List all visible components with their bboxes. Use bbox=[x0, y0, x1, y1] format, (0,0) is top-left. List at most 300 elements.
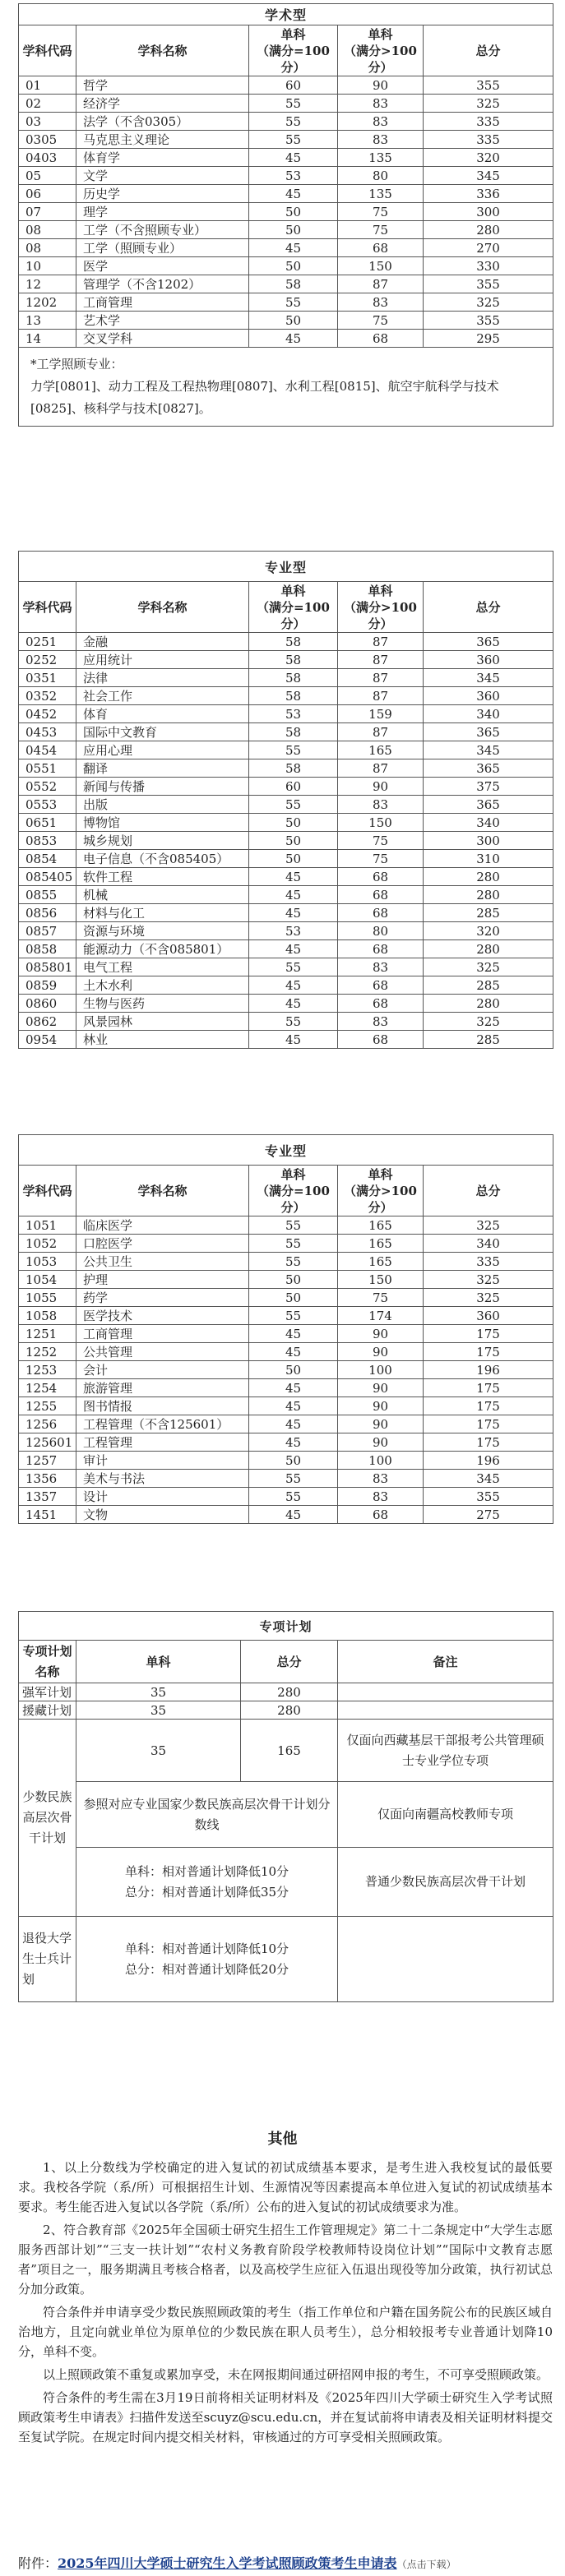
table-row bbox=[19, 759, 553, 778]
subject-name: 工商管理 bbox=[76, 293, 249, 312]
professional-table-1-title: 专业型 bbox=[19, 552, 553, 582]
single-score-100: 53 bbox=[249, 705, 338, 723]
other-paragraph-2: 2、符合教育部《2025年全国硕士研究生招生工作管理规定》第二十二条规定中“大学生志愿服务西部计划”“三支一扶计划”“农村义务教育阶段学校教师特设岗位计划”“国际中文教育志愿者”项目之一，服务期满且考核合格者，以及高校学生应征入伍退出现役等加分政策，执行初试总分加分政策。 bbox=[18, 2223, 553, 2297]
subject-code: 02 bbox=[19, 95, 76, 113]
single-score-100: 45 bbox=[249, 1506, 338, 1524]
total-score: 175 bbox=[424, 1415, 553, 1433]
subject-code: 0552 bbox=[19, 778, 76, 796]
subject-code: 1254 bbox=[19, 1379, 76, 1397]
single-score-over-100: 75 bbox=[338, 832, 424, 850]
table-row bbox=[19, 1470, 553, 1488]
single-score-over-100: 68 bbox=[338, 904, 424, 922]
subject-name: 金融 bbox=[76, 633, 249, 651]
single-score-100: 50 bbox=[249, 221, 338, 239]
single-score-over-100: 80 bbox=[338, 922, 424, 940]
table-row bbox=[19, 1452, 553, 1470]
subject-name: 国际中文教育 bbox=[76, 723, 249, 741]
header-code: 学科代码 bbox=[19, 582, 76, 633]
total-score: 325 bbox=[424, 1271, 553, 1289]
subject-name: 法学（不含0305） bbox=[76, 113, 249, 131]
subject-code: 1053 bbox=[19, 1253, 76, 1271]
header-single2: 单科 （满分>100分） bbox=[338, 1166, 424, 1216]
subject-code: 03 bbox=[19, 113, 76, 131]
single-score-100: 55 bbox=[249, 1488, 338, 1506]
subject-name: 交叉学科 bbox=[76, 330, 249, 348]
total-score: 375 bbox=[424, 778, 553, 796]
table-row bbox=[19, 113, 553, 131]
single-score-100: 58 bbox=[249, 687, 338, 705]
table-row bbox=[19, 814, 553, 832]
table-row bbox=[19, 221, 553, 239]
subject-code: 1252 bbox=[19, 1343, 76, 1361]
single-score-over-100: 87 bbox=[338, 687, 424, 705]
subject-name: 生物与医药 bbox=[76, 995, 249, 1013]
subject-code: 0857 bbox=[19, 922, 76, 940]
single-score-over-100: 83 bbox=[338, 113, 424, 131]
total-score: 275 bbox=[424, 1506, 553, 1524]
plan-name: 强军计划 bbox=[19, 1683, 76, 1701]
single-score-over-100: 75 bbox=[338, 221, 424, 239]
header-total: 总分 bbox=[241, 1641, 338, 1683]
total-score: 175 bbox=[424, 1325, 553, 1343]
subject-name: 美术与书法 bbox=[76, 1470, 249, 1488]
single-score-100: 58 bbox=[249, 651, 338, 669]
total-score: 325 bbox=[424, 1289, 553, 1307]
total-score: 325 bbox=[424, 1216, 553, 1235]
single-score-over-100: 87 bbox=[338, 669, 424, 687]
single-score-100: 45 bbox=[249, 1031, 338, 1049]
header-single2: 单科 （满分>100分） bbox=[338, 582, 424, 633]
subject-code: 1058 bbox=[19, 1307, 76, 1325]
single-score-over-100: 135 bbox=[338, 149, 424, 167]
subject-code: 1202 bbox=[19, 293, 76, 312]
header-name: 学科名称 bbox=[76, 1166, 249, 1216]
single-score-over-100: 83 bbox=[338, 1470, 424, 1488]
total-score: 360 bbox=[424, 651, 553, 669]
single-score-over-100: 90 bbox=[338, 778, 424, 796]
table-row bbox=[19, 1397, 553, 1415]
total-score: 300 bbox=[424, 832, 553, 850]
table-row bbox=[19, 1415, 553, 1433]
table-row bbox=[19, 651, 553, 669]
total-score: 345 bbox=[424, 167, 553, 185]
subject-code: 125601 bbox=[19, 1433, 76, 1452]
subject-name: 社会工作 bbox=[76, 687, 249, 705]
table-row bbox=[19, 131, 553, 149]
subject-code: 1357 bbox=[19, 1488, 76, 1506]
table-row bbox=[19, 1488, 553, 1506]
subject-code: 1257 bbox=[19, 1452, 76, 1470]
total-score: 355 bbox=[424, 76, 553, 95]
single-score-over-100: 165 bbox=[338, 741, 424, 759]
table-row bbox=[19, 1013, 553, 1031]
table-row bbox=[19, 1325, 553, 1343]
header-single1: 单科 （满分=100分） bbox=[249, 25, 338, 76]
single-score-over-100: 87 bbox=[338, 633, 424, 651]
subject-code: 13 bbox=[19, 312, 76, 330]
other-paragraph-1: 1、以上分数线为学校确定的进入复试的初试成绩基本要求，是考生进入我校复试的最低要求。我校各学院（系/所）可根据招生计划、生源情况等因素提高本单位进入复试的初试成绩基本要求。考生能否进入复试以各学院（系/所）公布的进入复试的初试成绩要求为准。 bbox=[18, 2160, 553, 2214]
total-score: 325 bbox=[424, 958, 553, 976]
single-score-over-100: 165 bbox=[338, 1235, 424, 1253]
single-score-100: 55 bbox=[249, 1253, 338, 1271]
professional-score-table-1 bbox=[18, 551, 553, 1049]
table-row bbox=[19, 257, 553, 275]
table-row bbox=[19, 868, 553, 886]
subject-code: 10 bbox=[19, 257, 76, 275]
subject-code: 1253 bbox=[19, 1361, 76, 1379]
other-section-body bbox=[18, 2158, 553, 2450]
total-score: 310 bbox=[424, 850, 553, 868]
single-score-100: 45 bbox=[249, 1325, 338, 1343]
table-row bbox=[19, 741, 553, 759]
total-score: 285 bbox=[424, 904, 553, 922]
subject-code: 06 bbox=[19, 185, 76, 203]
single-score-100: 45 bbox=[249, 886, 338, 904]
subject-name: 能源动力（不含085801） bbox=[76, 940, 249, 958]
engineering-note-title: *工学照顾专业： bbox=[30, 357, 123, 372]
subject-name: 艺术学 bbox=[76, 312, 249, 330]
attachment-prefix: 附件： bbox=[18, 2555, 58, 2571]
total-score: 280 bbox=[424, 221, 553, 239]
table-row bbox=[19, 922, 553, 940]
single-score-100: 60 bbox=[249, 76, 338, 95]
total-score: 280 bbox=[424, 940, 553, 958]
total-score: 365 bbox=[424, 723, 553, 741]
single-score-100: 45 bbox=[249, 1379, 338, 1397]
subject-name: 医学 bbox=[76, 257, 249, 275]
total-score: 196 bbox=[424, 1361, 553, 1379]
subject-name: 公共卫生 bbox=[76, 1253, 249, 1271]
subject-code: 0551 bbox=[19, 759, 76, 778]
subject-name: 会计 bbox=[76, 1361, 249, 1379]
single-score-over-100: 83 bbox=[338, 131, 424, 149]
subject-code: 0453 bbox=[19, 723, 76, 741]
subject-code: 1055 bbox=[19, 1289, 76, 1307]
single-score-100: 55 bbox=[249, 113, 338, 131]
subject-name: 出版 bbox=[76, 796, 249, 814]
single-score-100: 50 bbox=[249, 850, 338, 868]
other-paragraph-4: 以上照顾政策不重复或累加享受，未在网报期间通过研招网申报的考生，不可享受照顾政策。 bbox=[43, 2367, 549, 2382]
subject-code: 085801 bbox=[19, 958, 76, 976]
single-score-over-100: 80 bbox=[338, 167, 424, 185]
minority-total-score: 165 bbox=[241, 1720, 338, 1782]
single-score-over-100: 150 bbox=[338, 814, 424, 832]
veteran-single-reduction: 单科：相对普通计划降低10分 bbox=[124, 1941, 289, 1956]
minority-total-reduction: 总分：相对普通计划降低35分 bbox=[124, 1884, 289, 1900]
total-score: 300 bbox=[424, 203, 553, 221]
table-row bbox=[19, 1307, 553, 1325]
single-score-100: 50 bbox=[249, 203, 338, 221]
professional-score-table-2 bbox=[18, 1134, 553, 1524]
minority-remark-tibet: 仅面向西藏基层干部报考公共管理硕士专业学位专项 bbox=[338, 1720, 553, 1782]
subject-code: 14 bbox=[19, 330, 76, 348]
table-row bbox=[19, 1216, 553, 1235]
single-score-100: 55 bbox=[249, 958, 338, 976]
subject-code: 08 bbox=[19, 221, 76, 239]
single-score-over-100: 100 bbox=[338, 1452, 424, 1470]
table-row bbox=[19, 633, 553, 651]
single-score-100: 60 bbox=[249, 778, 338, 796]
subject-name: 历史学 bbox=[76, 185, 249, 203]
subject-code: 0954 bbox=[19, 1031, 76, 1049]
single-score-over-100: 87 bbox=[338, 275, 424, 293]
subject-name: 管理学（不含1202） bbox=[76, 275, 249, 293]
subject-name: 公共管理 bbox=[76, 1343, 249, 1361]
total-score: 365 bbox=[424, 759, 553, 778]
table-row bbox=[19, 239, 553, 257]
subject-code: 1251 bbox=[19, 1325, 76, 1343]
single-score-over-100: 75 bbox=[338, 850, 424, 868]
header-code: 学科代码 bbox=[19, 1166, 76, 1216]
subject-code: 0859 bbox=[19, 976, 76, 995]
total-score: 335 bbox=[424, 1253, 553, 1271]
table-row bbox=[19, 312, 553, 330]
subject-name: 工学（不含照顾专业） bbox=[76, 221, 249, 239]
table-row bbox=[19, 976, 553, 995]
single-score-over-100: 68 bbox=[338, 330, 424, 348]
single-score-100: 45 bbox=[249, 185, 338, 203]
table-row bbox=[19, 76, 553, 95]
single-score-100: 55 bbox=[249, 1216, 338, 1235]
table-row bbox=[19, 886, 553, 904]
subject-name: 理学 bbox=[76, 203, 249, 221]
table-row bbox=[19, 1271, 553, 1289]
single-score-over-100: 75 bbox=[338, 203, 424, 221]
subject-name: 应用统计 bbox=[76, 651, 249, 669]
subject-name: 博物馆 bbox=[76, 814, 249, 832]
single-score-over-100: 87 bbox=[338, 723, 424, 741]
total-score: 280 bbox=[424, 995, 553, 1013]
single-score-over-100: 174 bbox=[338, 1307, 424, 1325]
table-row bbox=[19, 796, 553, 814]
subject-code: 0855 bbox=[19, 886, 76, 904]
single-score-100: 45 bbox=[249, 1433, 338, 1452]
total-score: 175 bbox=[424, 1379, 553, 1397]
single-score-100: 45 bbox=[249, 1415, 338, 1433]
single-score-over-100: 83 bbox=[338, 95, 424, 113]
subject-code: 1052 bbox=[19, 1235, 76, 1253]
total-score: 325 bbox=[424, 293, 553, 312]
total-score: 345 bbox=[424, 669, 553, 687]
remark bbox=[338, 1683, 553, 1701]
subject-code: 0651 bbox=[19, 814, 76, 832]
minority-reference-text: 参照对应专业国家少数民族高层次骨干计划分数线 bbox=[76, 1782, 338, 1848]
table-row bbox=[19, 687, 553, 705]
single-score-over-100: 90 bbox=[338, 1433, 424, 1452]
header-total: 总分 bbox=[424, 1166, 553, 1216]
header-name: 学科名称 bbox=[76, 25, 249, 76]
special-plan-table bbox=[18, 1611, 553, 2002]
single-score-100: 45 bbox=[249, 904, 338, 922]
table-row bbox=[19, 1506, 553, 1524]
subject-name: 工商管理 bbox=[76, 1325, 249, 1343]
minority-reduction-text bbox=[76, 1848, 338, 1917]
subject-name: 药学 bbox=[76, 1289, 249, 1307]
single-score-100: 45 bbox=[249, 940, 338, 958]
table-row bbox=[19, 850, 553, 868]
single-score-100: 55 bbox=[249, 741, 338, 759]
single-score-over-100: 90 bbox=[338, 1325, 424, 1343]
table-row bbox=[19, 1289, 553, 1307]
single-score-100: 55 bbox=[249, 796, 338, 814]
total-score: 365 bbox=[424, 633, 553, 651]
single-score-over-100: 83 bbox=[338, 1013, 424, 1031]
total-score: 345 bbox=[424, 1470, 553, 1488]
subject-code: 1256 bbox=[19, 1415, 76, 1433]
single-score-100: 50 bbox=[249, 312, 338, 330]
header-single2: 单科 （满分>100分） bbox=[338, 25, 424, 76]
single-score-100: 45 bbox=[249, 1343, 338, 1361]
single-score-over-100: 68 bbox=[338, 995, 424, 1013]
table-row bbox=[19, 832, 553, 850]
total-score: 175 bbox=[424, 1343, 553, 1361]
subject-name: 文物 bbox=[76, 1506, 249, 1524]
subject-name: 材料与化工 bbox=[76, 904, 249, 922]
single-score-over-100: 83 bbox=[338, 796, 424, 814]
subject-code: 0856 bbox=[19, 904, 76, 922]
subject-name: 马克思主义理论 bbox=[76, 131, 249, 149]
single-score-over-100: 159 bbox=[338, 705, 424, 723]
subject-code: 0452 bbox=[19, 705, 76, 723]
single-score-100: 55 bbox=[249, 1307, 338, 1325]
single-score-100: 45 bbox=[249, 976, 338, 995]
single-score-100: 45 bbox=[249, 1397, 338, 1415]
attachment-line bbox=[18, 2555, 553, 2574]
single-score: 35 bbox=[76, 1683, 241, 1701]
single-score-100: 50 bbox=[249, 1361, 338, 1379]
professional-table-2-title: 专业型 bbox=[19, 1135, 553, 1166]
subject-code: 05 bbox=[19, 167, 76, 185]
total-score: 325 bbox=[424, 95, 553, 113]
subject-code: 0454 bbox=[19, 741, 76, 759]
total-score: 355 bbox=[424, 275, 553, 293]
subject-code: 12 bbox=[19, 275, 76, 293]
other-paragraph-3: 符合条件并申请享受少数民族照顾政策的考生（指工作单位和户籍在国务院公布的民族区域自治地方，且定向就业单位为原单位的少数民族在职人员考生），总分相较报考专业普通计划降10分，单科不变。 bbox=[18, 2305, 553, 2359]
subject-name: 电气工程 bbox=[76, 958, 249, 976]
table-row bbox=[19, 1031, 553, 1049]
single-score-over-100: 90 bbox=[338, 76, 424, 95]
subject-name: 哲学 bbox=[76, 76, 249, 95]
single-score-100: 45 bbox=[249, 995, 338, 1013]
engineering-note bbox=[19, 348, 553, 427]
single-score-over-100: 87 bbox=[338, 759, 424, 778]
subject-name: 风景园林 bbox=[76, 1013, 249, 1031]
subject-name: 图书情报 bbox=[76, 1397, 249, 1415]
table-row bbox=[19, 330, 553, 348]
subject-name: 新闻与传播 bbox=[76, 778, 249, 796]
subject-name: 土木水利 bbox=[76, 976, 249, 995]
single-score-over-100: 90 bbox=[338, 1415, 424, 1433]
subject-code: 0853 bbox=[19, 832, 76, 850]
total-score: 280 bbox=[241, 1701, 338, 1720]
subject-code: 0305 bbox=[19, 131, 76, 149]
table-row bbox=[19, 1361, 553, 1379]
total-score: 355 bbox=[424, 1488, 553, 1506]
veteran-total-reduction: 总分：相对普通计划降低20分 bbox=[124, 1961, 289, 1977]
single-score-100: 58 bbox=[249, 275, 338, 293]
subject-name: 医学技术 bbox=[76, 1307, 249, 1325]
subject-name: 资源与环境 bbox=[76, 922, 249, 940]
header-single1: 单科 （满分=100分） bbox=[249, 1166, 338, 1216]
single-score-100: 55 bbox=[249, 293, 338, 312]
table-row bbox=[19, 1253, 553, 1271]
single-score-100: 45 bbox=[249, 239, 338, 257]
subject-name: 临床医学 bbox=[76, 1216, 249, 1235]
subject-code: 0251 bbox=[19, 633, 76, 651]
table-row bbox=[19, 1379, 553, 1397]
special-plan-title: 专项计划 bbox=[19, 1612, 553, 1641]
table-row bbox=[19, 293, 553, 312]
single-score-over-100: 135 bbox=[338, 185, 424, 203]
table-row bbox=[19, 95, 553, 113]
minority-single-reduction: 单科：相对普通计划降低10分 bbox=[124, 1863, 289, 1879]
minority-remark-nanjiang: 仅面向南疆高校教师专项 bbox=[338, 1782, 553, 1848]
single-score-100: 55 bbox=[249, 95, 338, 113]
table-row bbox=[19, 669, 553, 687]
single-score-100: 55 bbox=[249, 131, 338, 149]
single-score-100: 58 bbox=[249, 633, 338, 651]
single-score-100: 58 bbox=[249, 669, 338, 687]
attachment-download-hint[interactable]: （点击下载） bbox=[396, 2559, 456, 2570]
subject-name: 工程管理（不含125601） bbox=[76, 1415, 249, 1433]
table-row bbox=[19, 995, 553, 1013]
total-score: 175 bbox=[424, 1397, 553, 1415]
engineering-note-body: 力学[0801]、动力工程及工程热物理[0807]、水利工程[0815]、航空宇航科学与技术[0825]、核科学与技术[0827]。 bbox=[30, 379, 499, 416]
total-score: 285 bbox=[424, 1031, 553, 1049]
total-score: 365 bbox=[424, 796, 553, 814]
header-total: 总分 bbox=[424, 25, 553, 76]
total-score: 280 bbox=[241, 1683, 338, 1701]
plan-name: 援藏计划 bbox=[19, 1701, 76, 1720]
table-row bbox=[19, 778, 553, 796]
attachment-download-link[interactable]: 2025年四川大学硕士研究生入学考试照顾政策考生申请表 bbox=[58, 2555, 397, 2571]
single-score-100: 55 bbox=[249, 1470, 338, 1488]
single-score-over-100: 68 bbox=[338, 868, 424, 886]
veteran-plan-label: 退役大学生士兵计划 bbox=[19, 1917, 76, 2002]
subject-name: 口腔医学 bbox=[76, 1235, 249, 1253]
minority-single-score: 35 bbox=[76, 1720, 241, 1782]
total-score: 196 bbox=[424, 1452, 553, 1470]
single-score-over-100: 68 bbox=[338, 1506, 424, 1524]
subject-code: 1051 bbox=[19, 1216, 76, 1235]
subject-name: 机械 bbox=[76, 886, 249, 904]
single-score-over-100: 165 bbox=[338, 1216, 424, 1235]
header-name: 学科名称 bbox=[76, 582, 249, 633]
subject-code: 07 bbox=[19, 203, 76, 221]
minority-remark-general: 普通少数民族高层次骨干计划 bbox=[338, 1848, 553, 1917]
single-score: 35 bbox=[76, 1701, 241, 1720]
total-score: 280 bbox=[424, 886, 553, 904]
total-score: 320 bbox=[424, 922, 553, 940]
subject-code: 0860 bbox=[19, 995, 76, 1013]
single-score-100: 50 bbox=[249, 1271, 338, 1289]
single-score-over-100: 68 bbox=[338, 886, 424, 904]
table-row bbox=[19, 167, 553, 185]
single-score-over-100: 68 bbox=[338, 940, 424, 958]
total-score: 336 bbox=[424, 185, 553, 203]
header-total: 总分 bbox=[424, 582, 553, 633]
header-plan: 专项计划名称 bbox=[19, 1641, 76, 1683]
subject-code: 0858 bbox=[19, 940, 76, 958]
total-score: 335 bbox=[424, 113, 553, 131]
total-score: 335 bbox=[424, 131, 553, 149]
table-row bbox=[19, 723, 553, 741]
table-row bbox=[19, 1343, 553, 1361]
subject-code: 01 bbox=[19, 76, 76, 95]
single-score-100: 50 bbox=[249, 1452, 338, 1470]
subject-code: 0862 bbox=[19, 1013, 76, 1031]
single-score-100: 58 bbox=[249, 759, 338, 778]
